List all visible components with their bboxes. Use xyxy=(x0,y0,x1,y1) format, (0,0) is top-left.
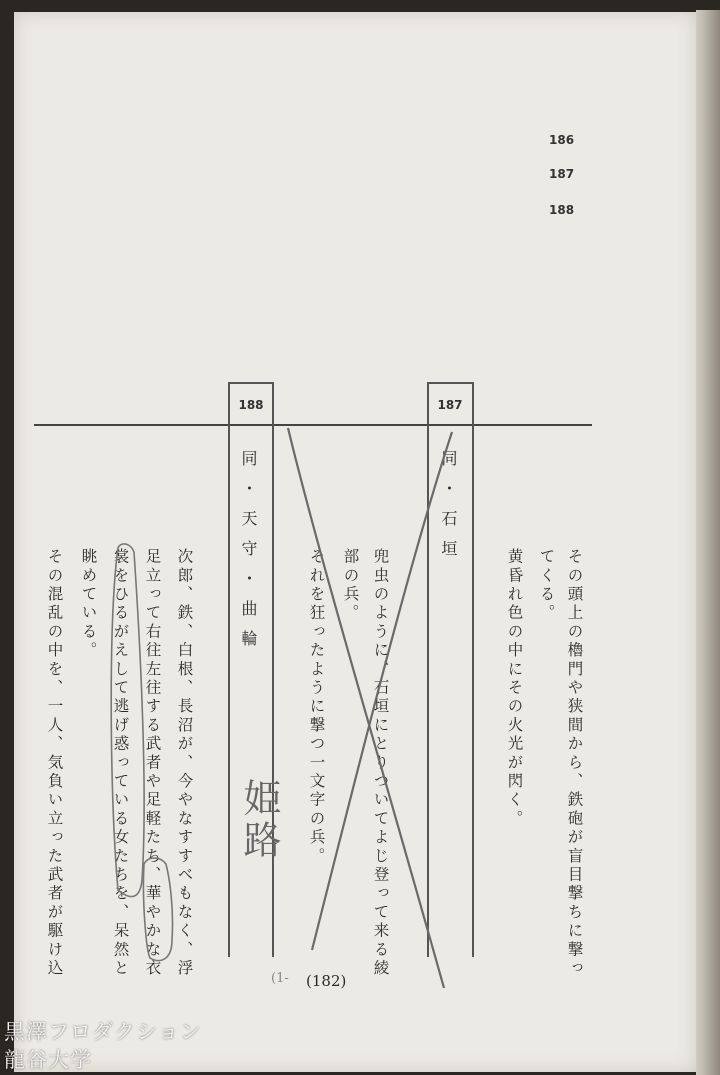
handwritten-note: 姫路 xyxy=(237,778,281,862)
scene-number-188: 188 xyxy=(238,398,264,412)
text-column-4: 兜虫のように、石垣にとりついてよじ登って来る綾 xyxy=(371,548,390,979)
margin-number-187: 187 xyxy=(549,167,575,181)
text-column-1: その頭上の櫓門や狭間から、鉄砲が盲目撃ちに撃っ xyxy=(565,548,584,979)
scene-heading-187: 同・石垣 xyxy=(439,450,458,570)
scene-number-187: 187 xyxy=(437,398,463,412)
text-column-9: 裳をひるがえして逃げ惑っている女たちを、呆然と xyxy=(111,548,130,979)
cross-out-stroke-1 xyxy=(288,428,444,988)
text-column-3: 黄昏れ色の中にその火光が閃く。 xyxy=(505,548,524,829)
text-column-2: てくる。 xyxy=(537,548,556,623)
text-column-11: その混乱の中を、一人、気負い立った武者が駆け込 xyxy=(45,548,64,979)
page-number: (182) xyxy=(306,972,347,990)
watermark-line-1: 黒澤フロダクション xyxy=(4,1020,202,1044)
text-column-6: それを狂ったように撃つ一文字の兵。 xyxy=(307,548,326,866)
text-column-10: 眺めている。 xyxy=(79,548,98,661)
text-column-7: 次郎、鉄、白根、長沼が、今やなすすべもなく、浮 xyxy=(175,548,194,979)
circle-mark-2 xyxy=(143,858,172,961)
cross-out-stroke-2 xyxy=(312,432,452,950)
margin-number-186: 186 xyxy=(549,133,575,147)
circle-mark-1 xyxy=(111,544,144,897)
text-column-8: 足立って右往左往する武者や足軽たち、華やかな衣 xyxy=(143,548,162,979)
watermark-line-2: 龍谷大学 xyxy=(4,1048,92,1072)
text-column-5: 部の兵。 xyxy=(341,548,360,623)
page-number-prefix: (1- xyxy=(271,971,289,986)
margin-number-188: 188 xyxy=(549,203,575,217)
scene-heading-188: 同・天守・曲輪 xyxy=(239,450,258,660)
